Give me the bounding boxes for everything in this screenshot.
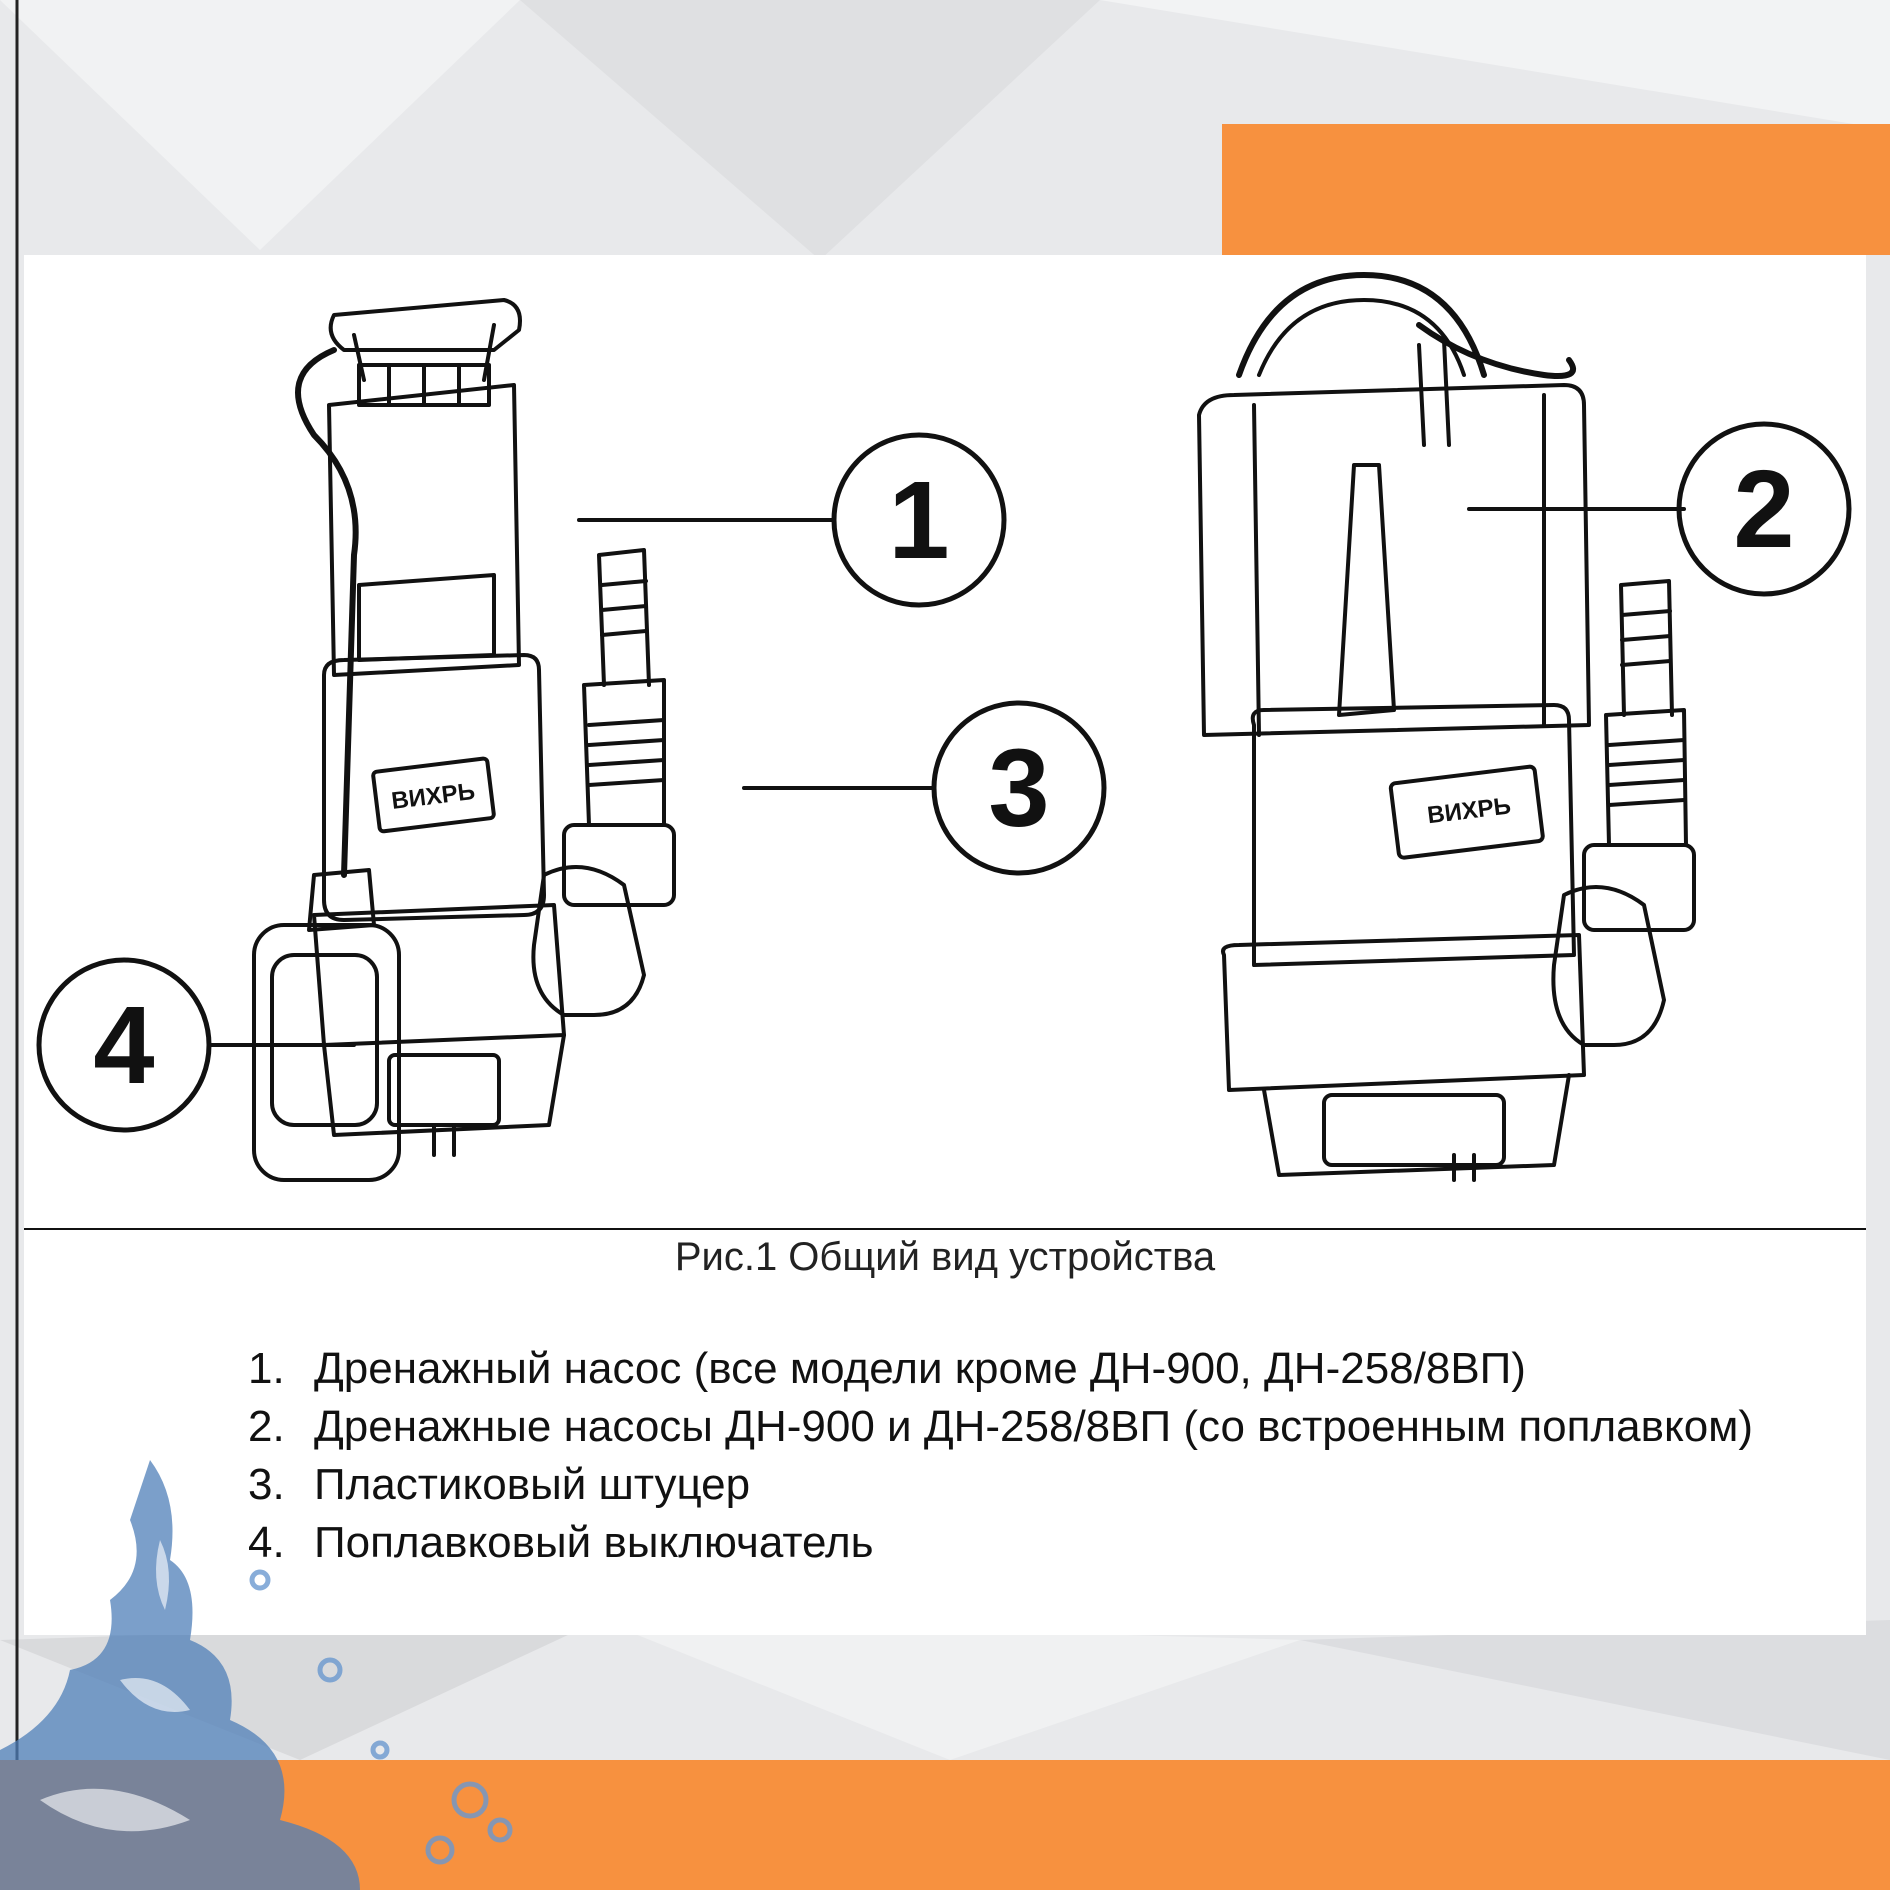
legend-item-text: Пластиковый штуцер: [314, 1460, 751, 1509]
drainage-pump-right: [1199, 275, 1694, 1180]
legend-item-text: Дренажные насосы ДН-900 и ДН-258/8ВП (со встроенным поплавком): [314, 1402, 1754, 1451]
orange-accent-bar-top: [1222, 124, 1890, 255]
brand-logo-left: ВИХРЬ: [389, 777, 477, 815]
callout-3-label: 3: [988, 727, 1050, 850]
legend-item: [248, 1340, 1800, 1398]
callout-1-label: 1: [888, 459, 950, 582]
callout-2-label: 2: [1733, 448, 1795, 571]
legend-item-number: 4.: [248, 1518, 285, 1567]
callout-4-label: 4: [93, 984, 155, 1107]
brand-logo-right: ВИХРЬ: [1425, 792, 1513, 830]
legend-item-text: Поплавковый выключатель: [314, 1518, 874, 1567]
legend-item-number: 2.: [248, 1402, 285, 1451]
figure-caption: Рис.1 Общий вид устройства: [674, 1235, 1216, 1279]
water-splash-decoration: [0, 1420, 640, 1890]
caption-divider: [24, 1228, 1866, 1230]
pump-illustration: [24, 255, 1866, 1235]
drainage-pump-left: [254, 300, 674, 1180]
legend-item-number: 3.: [248, 1460, 285, 1509]
legend-item-number: 1.: [248, 1344, 285, 1393]
legend-item-text: Дренажный насос (все модели кроме ДН-900, ДН-258/8ВП): [314, 1344, 1526, 1393]
